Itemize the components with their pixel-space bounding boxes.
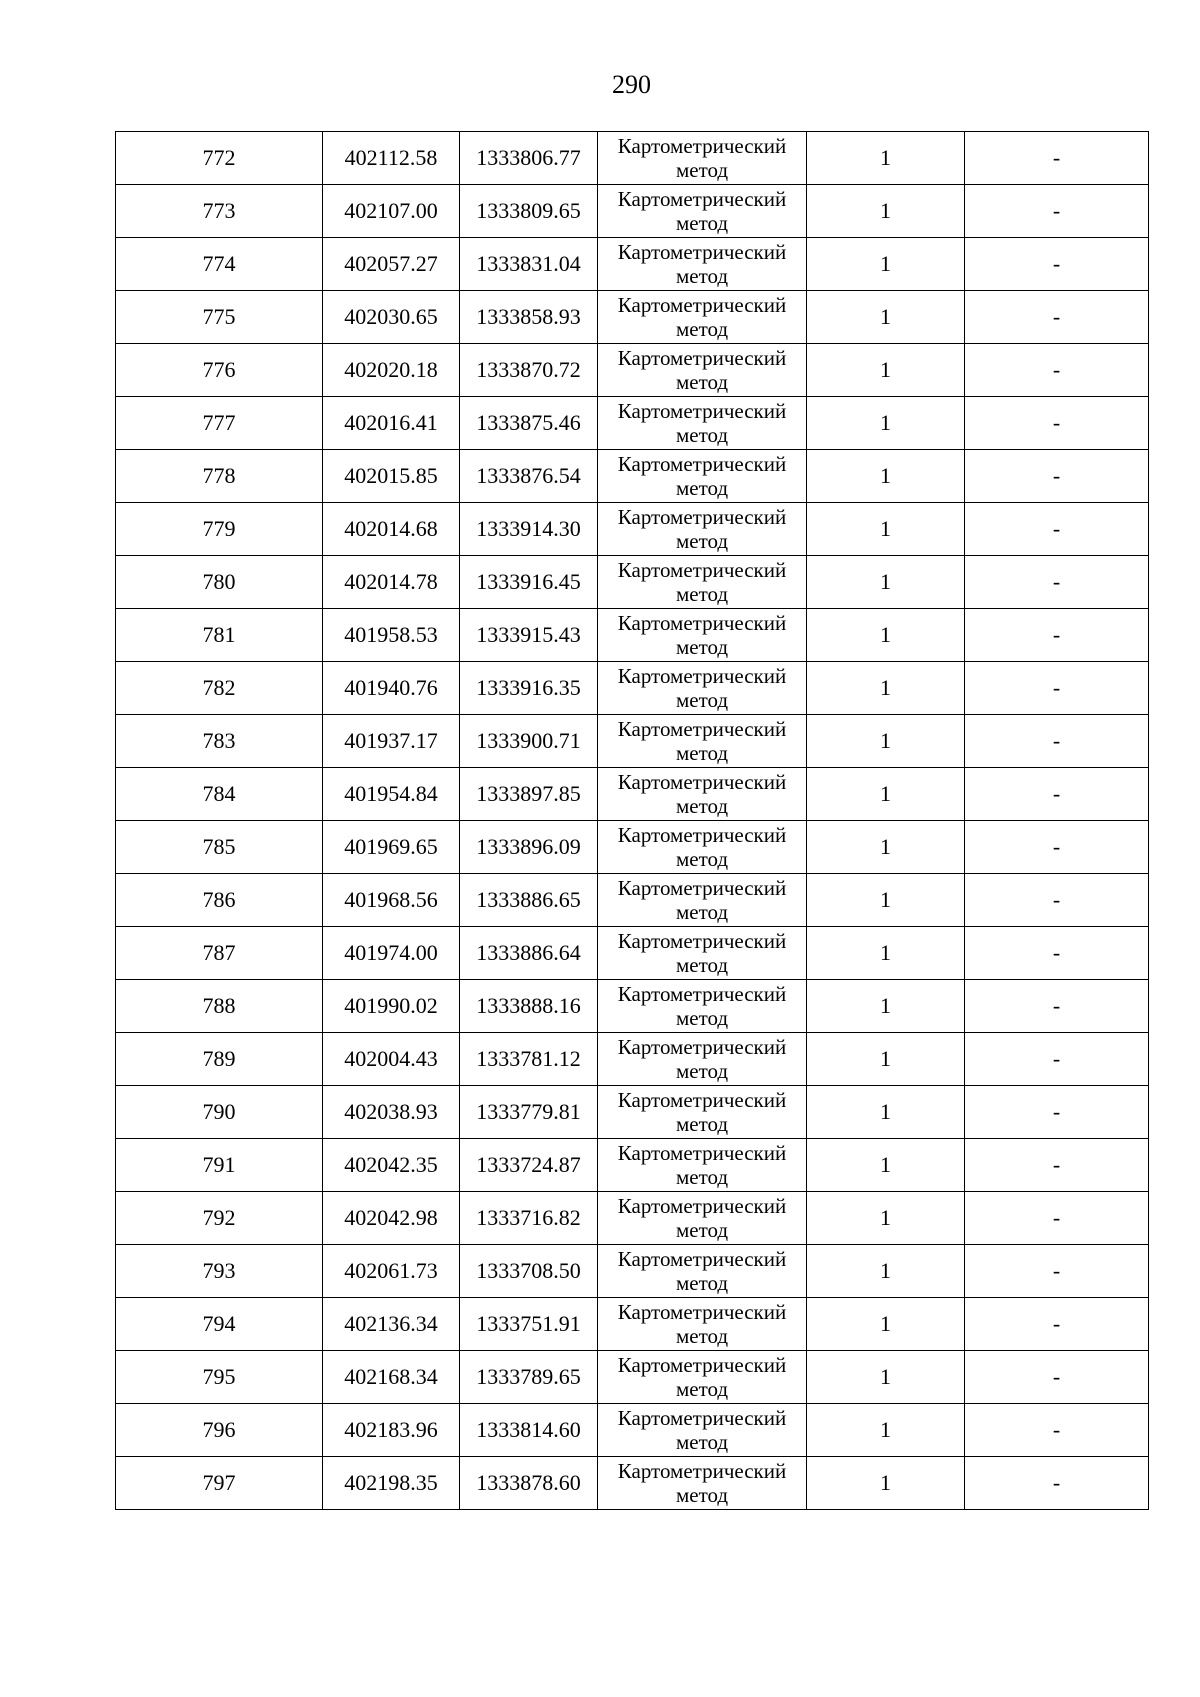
method-line-2: метод <box>675 423 729 447</box>
method-line-2: метод <box>675 582 729 606</box>
x-coordinate-cell: 402107.00 <box>323 185 460 238</box>
x-coordinate-cell: 402198.35 <box>323 1457 460 1510</box>
x-coordinate-cell: 402014.78 <box>323 556 460 609</box>
note-cell: - <box>965 1139 1149 1192</box>
method-line-1: Картометрический <box>617 982 787 1006</box>
point-number-cell: 788 <box>116 980 323 1033</box>
accuracy-cell: 1 <box>807 821 965 874</box>
note-cell: - <box>965 768 1149 821</box>
point-number-cell: 792 <box>116 1192 323 1245</box>
y-coordinate-cell: 1333876.54 <box>460 450 598 503</box>
accuracy-cell: 1 <box>807 1086 965 1139</box>
point-number-cell: 772 <box>116 132 323 185</box>
y-coordinate-cell: 1333809.65 <box>460 185 598 238</box>
table-row <box>116 556 1149 609</box>
point-number-cell: 778 <box>116 450 323 503</box>
table-row <box>116 1086 1149 1139</box>
table-row <box>116 132 1149 185</box>
table-row <box>116 503 1149 556</box>
point-number-cell: 793 <box>116 1245 323 1298</box>
x-coordinate-cell: 401958.53 <box>323 609 460 662</box>
note-cell: - <box>965 291 1149 344</box>
note-cell: - <box>965 1033 1149 1086</box>
y-coordinate-cell: 1333789.65 <box>460 1351 598 1404</box>
table-row <box>116 1457 1149 1510</box>
accuracy-cell: 1 <box>807 1298 965 1351</box>
x-coordinate-cell: 402042.98 <box>323 1192 460 1245</box>
point-number-cell: 795 <box>116 1351 323 1404</box>
note-cell: - <box>965 980 1149 1033</box>
method-line-2: метод <box>675 476 729 500</box>
method-line-1: Картометрический <box>617 664 787 688</box>
y-coordinate-cell: 1333708.50 <box>460 1245 598 1298</box>
x-coordinate-cell: 401937.17 <box>323 715 460 768</box>
method-line-2: метод <box>675 1165 729 1189</box>
method-cell <box>598 1457 807 1510</box>
y-coordinate-cell: 1333900.71 <box>460 715 598 768</box>
method-line-1: Картометрический <box>617 929 787 953</box>
coordinates-table-body <box>116 132 1149 1510</box>
method-line-2: метод <box>675 953 729 977</box>
method-line-2: метод <box>675 1324 729 1348</box>
method-cell <box>598 1086 807 1139</box>
method-cell <box>598 397 807 450</box>
table-row <box>116 185 1149 238</box>
table-row <box>116 821 1149 874</box>
point-number-cell: 775 <box>116 291 323 344</box>
method-cell <box>598 503 807 556</box>
method-line-1: Картометрический <box>617 399 787 423</box>
method-cell <box>598 185 807 238</box>
method-line-1: Картометрический <box>617 1353 787 1377</box>
y-coordinate-cell: 1333878.60 <box>460 1457 598 1510</box>
method-line-1: Картометрический <box>617 1459 787 1483</box>
note-cell: - <box>965 609 1149 662</box>
method-line-1: Картометрический <box>617 1406 787 1430</box>
page-number: 290 <box>612 70 651 99</box>
x-coordinate-cell: 402042.35 <box>323 1139 460 1192</box>
point-number-cell: 790 <box>116 1086 323 1139</box>
method-line-2: метод <box>675 1112 729 1136</box>
method-line-1: Картометрический <box>617 1194 787 1218</box>
method-line-1: Картометрический <box>617 611 787 635</box>
point-number-cell: 783 <box>116 715 323 768</box>
method-line-1: Картометрический <box>617 1300 787 1324</box>
table-row <box>116 715 1149 768</box>
accuracy-cell: 1 <box>807 874 965 927</box>
method-line-1: Картометрический <box>617 452 787 476</box>
y-coordinate-cell: 1333806.77 <box>460 132 598 185</box>
point-number-cell: 787 <box>116 927 323 980</box>
method-line-1: Картометрический <box>617 1247 787 1271</box>
method-line-1: Картометрический <box>617 1035 787 1059</box>
x-coordinate-cell: 402020.18 <box>323 344 460 397</box>
x-coordinate-cell: 402038.93 <box>323 1086 460 1139</box>
method-cell <box>598 609 807 662</box>
method-cell <box>598 450 807 503</box>
accuracy-cell: 1 <box>807 1404 965 1457</box>
y-coordinate-cell: 1333896.09 <box>460 821 598 874</box>
point-number-cell: 789 <box>116 1033 323 1086</box>
table-row <box>116 1351 1149 1404</box>
note-cell: - <box>965 1245 1149 1298</box>
x-coordinate-cell: 402168.34 <box>323 1351 460 1404</box>
x-coordinate-cell: 402183.96 <box>323 1404 460 1457</box>
x-coordinate-cell: 402004.43 <box>323 1033 460 1086</box>
point-number-cell: 786 <box>116 874 323 927</box>
x-coordinate-cell: 402112.58 <box>323 132 460 185</box>
method-line-1: Картометрический <box>617 505 787 529</box>
table-row <box>116 768 1149 821</box>
accuracy-cell: 1 <box>807 1245 965 1298</box>
method-cell <box>598 132 807 185</box>
accuracy-cell: 1 <box>807 1139 965 1192</box>
method-cell <box>598 291 807 344</box>
accuracy-cell: 1 <box>807 1457 965 1510</box>
method-line-1: Картометрический <box>617 187 787 211</box>
note-cell: - <box>965 662 1149 715</box>
table-row <box>116 980 1149 1033</box>
y-coordinate-cell: 1333751.91 <box>460 1298 598 1351</box>
note-cell: - <box>965 185 1149 238</box>
x-coordinate-cell: 402136.34 <box>323 1298 460 1351</box>
method-cell <box>598 238 807 291</box>
method-line-2: метод <box>675 1271 729 1295</box>
note-cell: - <box>965 1086 1149 1139</box>
accuracy-cell: 1 <box>807 768 965 821</box>
note-cell: - <box>965 397 1149 450</box>
method-cell <box>598 662 807 715</box>
accuracy-cell: 1 <box>807 1351 965 1404</box>
y-coordinate-cell: 1333814.60 <box>460 1404 598 1457</box>
x-coordinate-cell: 402061.73 <box>323 1245 460 1298</box>
accuracy-cell: 1 <box>807 556 965 609</box>
note-cell: - <box>965 1404 1149 1457</box>
y-coordinate-cell: 1333916.35 <box>460 662 598 715</box>
method-cell <box>598 1139 807 1192</box>
y-coordinate-cell: 1333888.16 <box>460 980 598 1033</box>
x-coordinate-cell: 401968.56 <box>323 874 460 927</box>
accuracy-cell: 1 <box>807 1033 965 1086</box>
method-cell <box>598 1404 807 1457</box>
method-line-2: метод <box>675 1430 729 1454</box>
method-cell <box>598 927 807 980</box>
method-line-1: Картометрический <box>617 823 787 847</box>
accuracy-cell: 1 <box>807 397 965 450</box>
table-row <box>116 238 1149 291</box>
method-line-2: метод <box>675 158 729 182</box>
method-cell <box>598 1298 807 1351</box>
point-number-cell: 794 <box>116 1298 323 1351</box>
method-cell <box>598 768 807 821</box>
point-number-cell: 777 <box>116 397 323 450</box>
method-line-2: метод <box>675 529 729 553</box>
method-line-2: метод <box>675 1218 729 1242</box>
method-line-2: метод <box>675 1377 729 1401</box>
method-line-1: Картометрический <box>617 770 787 794</box>
y-coordinate-cell: 1333781.12 <box>460 1033 598 1086</box>
table-row <box>116 450 1149 503</box>
accuracy-cell: 1 <box>807 927 965 980</box>
x-coordinate-cell: 401954.84 <box>323 768 460 821</box>
y-coordinate-cell: 1333915.43 <box>460 609 598 662</box>
accuracy-cell: 1 <box>807 291 965 344</box>
point-number-cell: 782 <box>116 662 323 715</box>
method-line-2: метод <box>675 1059 729 1083</box>
method-line-2: метод <box>675 635 729 659</box>
method-line-1: Картометрический <box>617 346 787 370</box>
point-number-cell: 779 <box>116 503 323 556</box>
method-line-2: метод <box>675 211 729 235</box>
point-number-cell: 785 <box>116 821 323 874</box>
method-line-2: метод <box>675 1006 729 1030</box>
table-row <box>116 1404 1149 1457</box>
point-number-cell: 797 <box>116 1457 323 1510</box>
point-number-cell: 774 <box>116 238 323 291</box>
method-line-1: Картометрический <box>617 134 787 158</box>
method-line-2: метод <box>675 1483 729 1507</box>
accuracy-cell: 1 <box>807 1192 965 1245</box>
method-cell <box>598 874 807 927</box>
table-row <box>116 609 1149 662</box>
table-row <box>116 1033 1149 1086</box>
coordinates-table <box>115 131 1149 1510</box>
x-coordinate-cell: 402016.41 <box>323 397 460 450</box>
x-coordinate-cell: 401969.65 <box>323 821 460 874</box>
method-line-2: метод <box>675 900 729 924</box>
method-line-2: метод <box>675 317 729 341</box>
y-coordinate-cell: 1333779.81 <box>460 1086 598 1139</box>
accuracy-cell: 1 <box>807 344 965 397</box>
y-coordinate-cell: 1333916.45 <box>460 556 598 609</box>
point-number-cell: 796 <box>116 1404 323 1457</box>
y-coordinate-cell: 1333724.87 <box>460 1139 598 1192</box>
table-row <box>116 1245 1149 1298</box>
accuracy-cell: 1 <box>807 185 965 238</box>
method-line-2: метод <box>675 264 729 288</box>
method-cell <box>598 556 807 609</box>
note-cell: - <box>965 927 1149 980</box>
y-coordinate-cell: 1333897.85 <box>460 768 598 821</box>
note-cell: - <box>965 450 1149 503</box>
note-cell: - <box>965 503 1149 556</box>
accuracy-cell: 1 <box>807 980 965 1033</box>
note-cell: - <box>965 344 1149 397</box>
point-number-cell: 781 <box>116 609 323 662</box>
accuracy-cell: 1 <box>807 609 965 662</box>
y-coordinate-cell: 1333914.30 <box>460 503 598 556</box>
method-line-1: Картометрический <box>617 1141 787 1165</box>
y-coordinate-cell: 1333870.72 <box>460 344 598 397</box>
method-line-1: Картометрический <box>617 293 787 317</box>
table-row <box>116 874 1149 927</box>
accuracy-cell: 1 <box>807 132 965 185</box>
table-row <box>116 1298 1149 1351</box>
point-number-cell: 791 <box>116 1139 323 1192</box>
method-cell <box>598 1245 807 1298</box>
table-row <box>116 662 1149 715</box>
table-row <box>116 291 1149 344</box>
method-line-1: Картометрический <box>617 1088 787 1112</box>
note-cell: - <box>965 1351 1149 1404</box>
note-cell: - <box>965 1192 1149 1245</box>
y-coordinate-cell: 1333886.64 <box>460 927 598 980</box>
table-row <box>116 927 1149 980</box>
method-line-1: Картометрический <box>617 558 787 582</box>
note-cell: - <box>965 874 1149 927</box>
method-line-2: метод <box>675 370 729 394</box>
x-coordinate-cell: 402057.27 <box>323 238 460 291</box>
point-number-cell: 780 <box>116 556 323 609</box>
y-coordinate-cell: 1333886.65 <box>460 874 598 927</box>
point-number-cell: 784 <box>116 768 323 821</box>
method-cell <box>598 1033 807 1086</box>
table-row <box>116 1192 1149 1245</box>
note-cell: - <box>965 715 1149 768</box>
x-coordinate-cell: 401940.76 <box>323 662 460 715</box>
note-cell: - <box>965 132 1149 185</box>
accuracy-cell: 1 <box>807 503 965 556</box>
x-coordinate-cell: 401990.02 <box>323 980 460 1033</box>
method-cell <box>598 821 807 874</box>
note-cell: - <box>965 1457 1149 1510</box>
point-number-cell: 776 <box>116 344 323 397</box>
method-line-2: метод <box>675 794 729 818</box>
x-coordinate-cell: 402014.68 <box>323 503 460 556</box>
method-cell <box>598 1351 807 1404</box>
note-cell: - <box>965 1298 1149 1351</box>
method-cell <box>598 715 807 768</box>
x-coordinate-cell: 402015.85 <box>323 450 460 503</box>
note-cell: - <box>965 821 1149 874</box>
method-line-1: Картометрический <box>617 240 787 264</box>
x-coordinate-cell: 402030.65 <box>323 291 460 344</box>
y-coordinate-cell: 1333858.93 <box>460 291 598 344</box>
point-number-cell: 773 <box>116 185 323 238</box>
accuracy-cell: 1 <box>807 715 965 768</box>
method-cell <box>598 344 807 397</box>
table-row <box>116 1139 1149 1192</box>
method-line-1: Картометрический <box>617 717 787 741</box>
method-line-2: метод <box>675 741 729 765</box>
method-cell <box>598 1192 807 1245</box>
y-coordinate-cell: 1333875.46 <box>460 397 598 450</box>
accuracy-cell: 1 <box>807 662 965 715</box>
y-coordinate-cell: 1333716.82 <box>460 1192 598 1245</box>
method-cell <box>598 980 807 1033</box>
method-line-1: Картометрический <box>617 876 787 900</box>
method-line-2: метод <box>675 847 729 871</box>
table-row <box>116 397 1149 450</box>
method-line-2: метод <box>675 688 729 712</box>
accuracy-cell: 1 <box>807 450 965 503</box>
y-coordinate-cell: 1333831.04 <box>460 238 598 291</box>
note-cell: - <box>965 556 1149 609</box>
table-row <box>116 344 1149 397</box>
accuracy-cell: 1 <box>807 238 965 291</box>
x-coordinate-cell: 401974.00 <box>323 927 460 980</box>
note-cell: - <box>965 238 1149 291</box>
